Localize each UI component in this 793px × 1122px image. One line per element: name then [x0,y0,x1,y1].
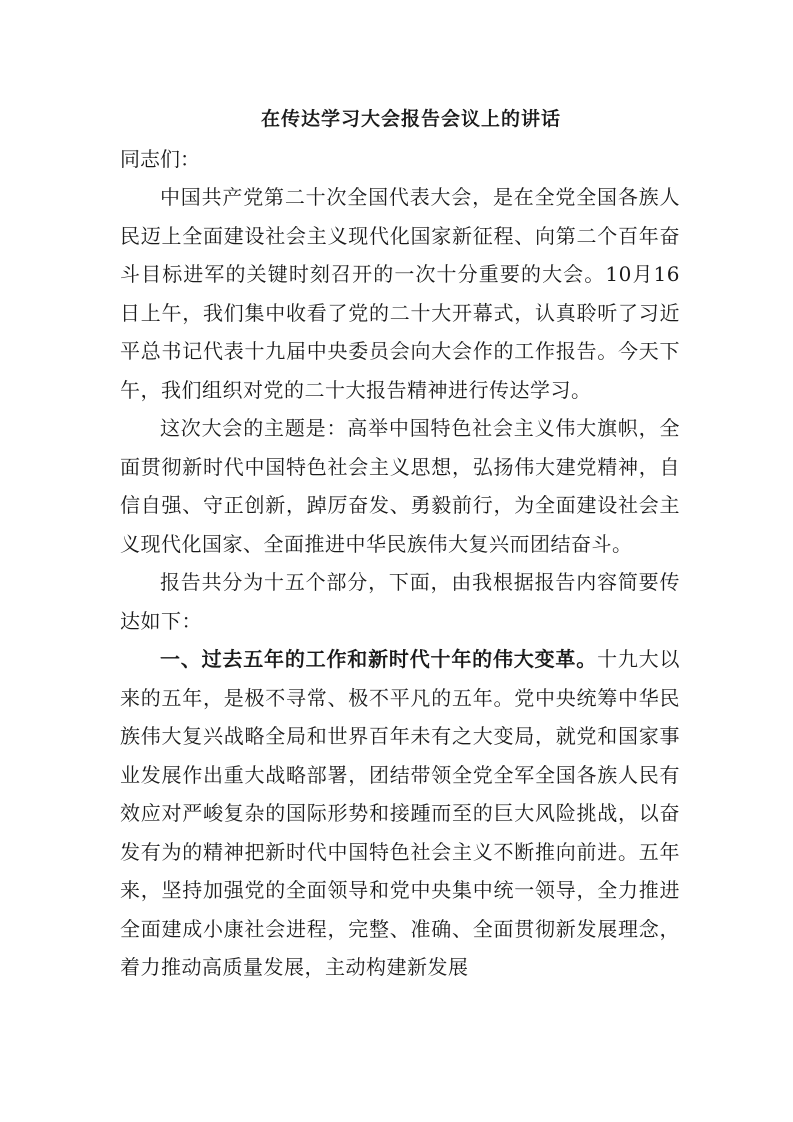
document-title: 在传达学习大会报告会议上的讲话 [260,108,561,130]
section-1-body: 十九大以来的五年，是极不寻常、极不平凡的五年。党中央统筹中华民族伟大复兴战略全局和世界百年未有之大变局，就党和国家事业发展作出重大战略部署，团结带领全党全军全国各族人民有效应对严峻复杂的国际形势和接踵而至的巨大风险挑战，以奋发有为的精神把新时代中国特色社会主义不断推向前进。五年来，坚持加强党的全面领导和党中央集中统一领导，全力推进全面建成小康社会进程，完整、准确、全面贯彻新发展理念，着力推动高质量发展，主动构建新发展 [120,647,680,979]
paragraph-structure: 报告共分为十五个部分，下面，由我根据报告内容简要传达如下： [120,570,680,633]
section-1-paragraph [120,640,680,987]
document-page [120,102,680,987]
section-1-heading: 一、过去五年的工作和新时代十年的伟大变革。 [160,647,598,671]
paragraph-theme: 这次大会的主题是：高举中国特色社会主义伟大旗帜，全面贯彻新时代中国特色社会主义思想，弘扬伟大建党精神，自信自强、守正创新，踔厉奋发、勇毅前行，为全面建设社会主义现代化国家、全面推进中华民族伟大复兴而团结奋斗。 [120,416,680,556]
paragraph-opening: 中国共产党第二十次全国代表大会，是在全党全国各族人民迈上全面建设社会主义现代化国家新征程、向第二个百年奋斗目标进军的关键时刻召开的一次十分重要的大会。10月16日上午，我们集中收看了党的二十大开幕式，认真聆听了习近平总书记代表十九届中央委员会向大会作的工作报告。今天下午，我们组织对党的二十大报告精神进行传达学习。 [120,185,680,402]
salutation: 同志们： [120,147,200,171]
